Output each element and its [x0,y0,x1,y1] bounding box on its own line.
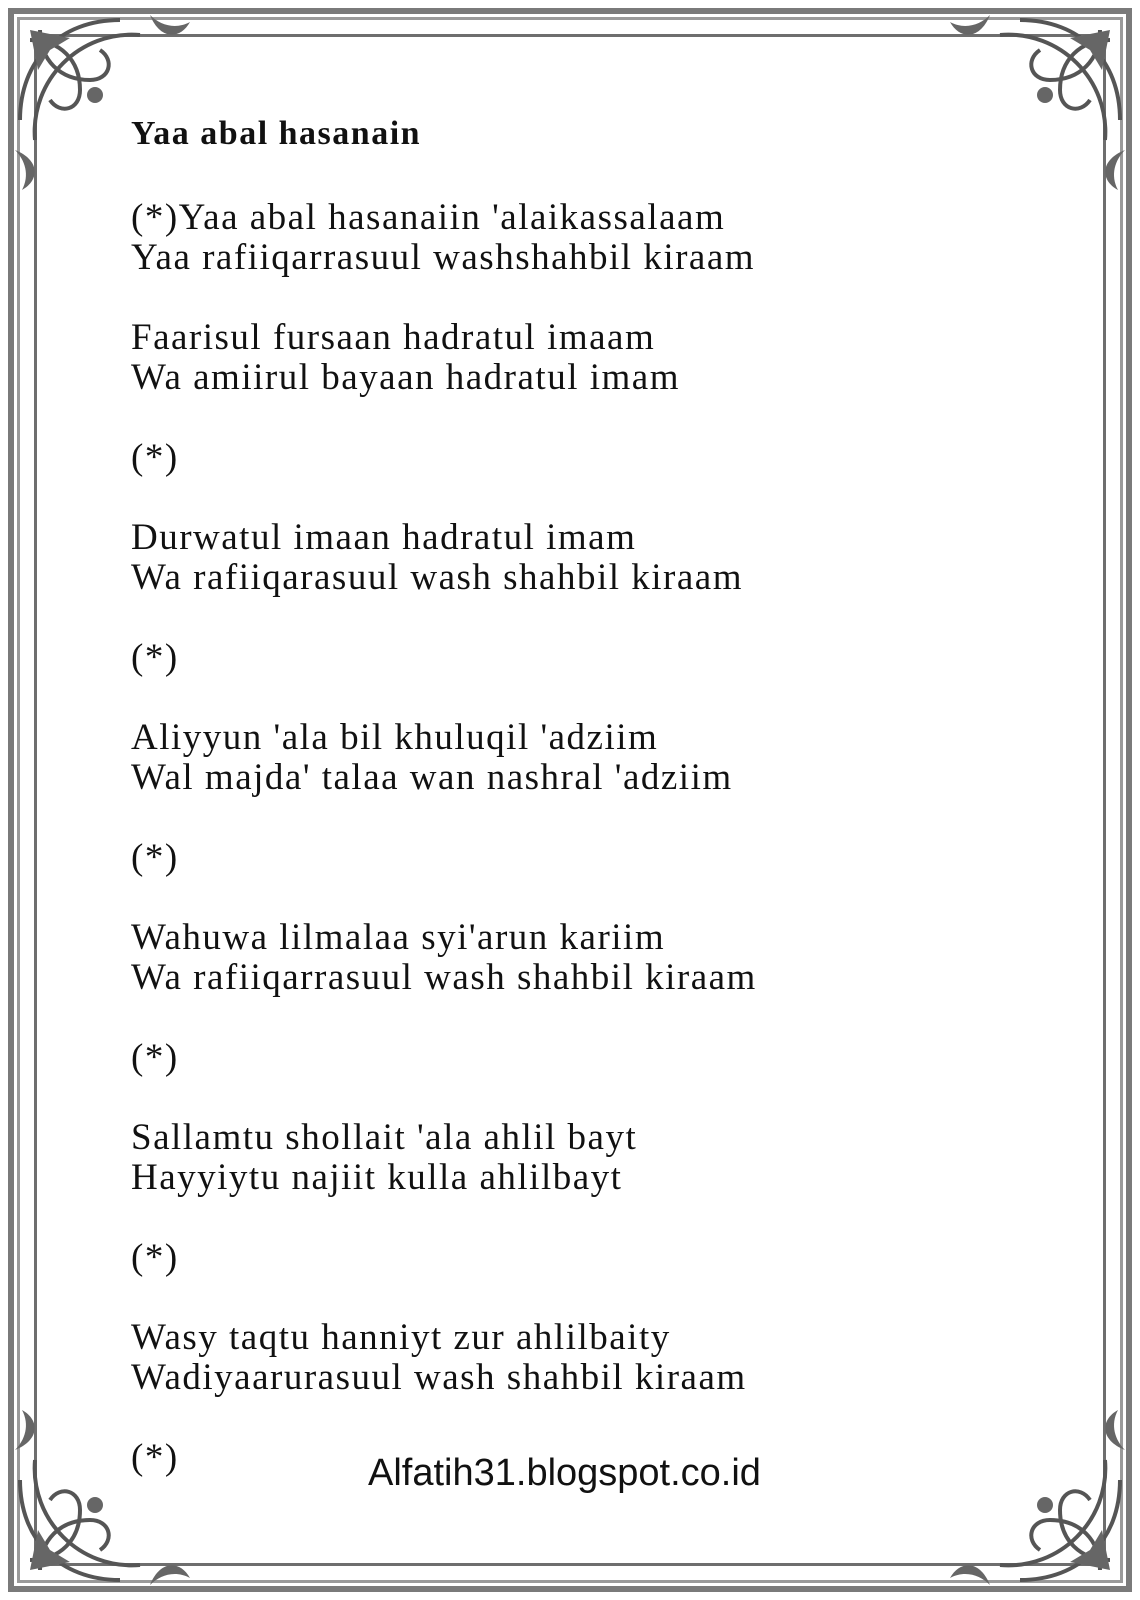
lyric-line: Yaa rafiiqarrasuul washshahbil kiraam [131,237,756,278]
stanza [131,918,1031,998]
stanza-gap [131,478,1031,518]
refrain-marker [131,1238,1031,1278]
stanza-gap [131,1398,1031,1438]
stanza-list [131,198,1031,1478]
lyric-line: (*) [131,1037,179,1078]
stanza-gap [131,1198,1031,1238]
lyric-line: (*)Yaa abal hasanaiin 'alaikassalaam [131,197,726,238]
lyric-line: Wasy taqtu hanniyt zur ahlilbaity [131,1317,671,1358]
lyric-line: (*) [131,437,179,478]
lyric-line: (*) [131,1237,179,1278]
page-title: Yaa abal hasanain [131,115,422,152]
lyrics-body [131,112,1031,1478]
stanza-gap [131,278,1031,318]
stanza [131,198,1031,278]
lyric-line: Wal majda' talaa wan nashral 'adziim [131,757,733,798]
stanza-gap [131,1078,1031,1118]
refrain-marker [131,438,1031,478]
lyric-line: (*) [131,1437,179,1478]
refrain-marker [131,1038,1031,1078]
stanza-gap [131,1278,1031,1318]
stanza [131,518,1031,598]
lyric-line: Faarisul fursaan hadratul imaam [131,317,656,358]
lyric-line: Wa rafiiqarasuul wash shahbil kiraam [131,557,743,598]
lyric-line: Aliyyun 'ala bil khuluqil 'adziim [131,717,659,758]
lyric-line: (*) [131,637,179,678]
stanza-gap [131,398,1031,438]
stanza-gap [131,878,1031,918]
lyric-line: Sallamtu shollait 'ala ahlil bayt [131,1117,638,1158]
blog-credit: Alfatih31.blogspot.co.id [368,1452,761,1494]
lyric-line: Wa amiirul bayaan hadratul imam [131,357,680,398]
lyric-line: Durwatul imaan hadratul imam [131,517,637,558]
stanza [131,718,1031,798]
lyric-line: (*) [131,837,179,878]
stanza [131,318,1031,398]
stanza-gap [131,598,1031,638]
stanza [131,1118,1031,1198]
lyric-line: Wahuwa lilmalaa syi'arun kariim [131,917,666,958]
stanza-gap [131,998,1031,1038]
lyric-line: Wadiyaarurasuul wash shahbil kiraam [131,1357,747,1398]
stanza-gap [131,798,1031,838]
lyric-line: Hayyiytu najiit kulla ahlilbayt [131,1157,623,1198]
lyric-line: Wa rafiiqarrasuul wash shahbil kiraam [131,957,757,998]
refrain-marker [131,838,1031,878]
stanza-gap [131,678,1031,718]
refrain-marker [131,638,1031,678]
stanza [131,1318,1031,1398]
